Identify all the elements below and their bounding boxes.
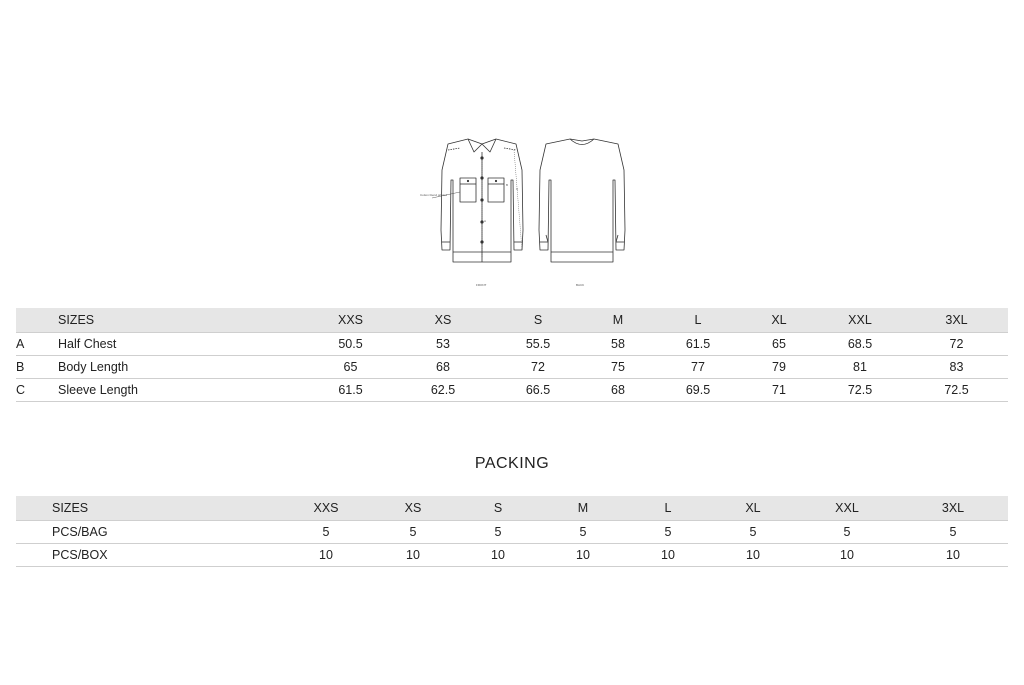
row-label: Body Length: [58, 360, 129, 374]
table-cell: 72.5: [847, 383, 873, 397]
dimension-letter-a: A: [484, 219, 487, 223]
table-cell: 69.5: [685, 383, 711, 397]
table-cell: 55.5: [525, 337, 551, 351]
table-cell: 5: [322, 525, 330, 539]
dimension-letter-c: C: [516, 187, 519, 191]
row-code: A: [16, 337, 25, 351]
packing-sizes-header-label: SIZES: [52, 501, 89, 515]
table-cell: 68: [611, 383, 625, 397]
table-cell: 72: [531, 360, 545, 374]
header-code-cell: [16, 308, 58, 333]
callout-text: Cotton blend printed: [420, 193, 448, 197]
table-cell: 10: [946, 548, 960, 562]
back-label: BACK: [576, 283, 585, 287]
shirt-front-drawing: [432, 139, 523, 262]
sizes-header-label: SIZES: [58, 313, 95, 327]
size-header-m: M: [612, 313, 624, 327]
table-cell: 50.5: [338, 337, 363, 351]
row-label: PCS/BOX: [52, 548, 108, 562]
size-chart-table: [16, 308, 1008, 402]
table-cell: 58: [611, 337, 625, 351]
table-row: [16, 379, 1008, 402]
table-cell: 10: [576, 548, 590, 562]
size-header-xl: XL: [771, 313, 787, 327]
table-cell: 65: [343, 360, 358, 374]
table-row: [16, 356, 1008, 379]
table-cell: 83: [949, 360, 964, 374]
table-cell: 71: [772, 383, 786, 397]
packing-table: [16, 496, 1008, 567]
size-header-xs: XS: [434, 313, 452, 327]
row-spacer: [16, 521, 52, 544]
table-cell: 62.5: [430, 383, 456, 397]
size-header-xxs: XXS: [337, 313, 363, 327]
table-cell: 5: [579, 525, 587, 539]
packing-size-header-xs: XS: [404, 501, 422, 515]
size-header-xxl: XXL: [848, 313, 872, 327]
table-cell: 10: [746, 548, 760, 562]
row-label: PCS/BAG: [52, 525, 108, 539]
front-label: FRONT: [476, 283, 487, 287]
table-cell: 10: [840, 548, 854, 562]
packing-size-header-xxl: XXL: [835, 501, 859, 515]
size-header-s: S: [533, 313, 543, 327]
table-cell: 53: [436, 337, 450, 351]
row-code: C: [16, 383, 26, 397]
table-cell: 77: [691, 360, 705, 374]
packing-size-header-xxs: XXS: [313, 501, 339, 515]
table-row: [16, 333, 1008, 356]
packing-size-header-m: M: [577, 501, 589, 515]
table-cell: 10: [319, 548, 333, 562]
table-cell: 5: [949, 525, 957, 539]
row-code: B: [16, 360, 25, 374]
table-row: [16, 521, 1008, 544]
table-cell: 61.5: [685, 337, 711, 351]
size-chart-header-row: [16, 308, 1008, 333]
table-cell: 81: [853, 360, 867, 374]
table-cell: 79: [772, 360, 786, 374]
table-cell: 68: [436, 360, 450, 374]
table-cell: 10: [491, 548, 505, 562]
packing-size-header-l: L: [664, 501, 672, 515]
table-cell: 5: [749, 525, 757, 539]
table-cell: 10: [406, 548, 420, 562]
packing-size-header-3xl: 3XL: [941, 501, 965, 515]
table-cell: 61.5: [338, 383, 363, 397]
table-cell: 5: [494, 525, 502, 539]
packing-header-row: [16, 496, 1008, 521]
table-row: [16, 544, 1008, 567]
packing-title: PACKING: [474, 455, 550, 472]
header-spacer-cell: [16, 496, 52, 521]
table-cell: 72.5: [944, 383, 969, 397]
packing-size-header-xl: XL: [745, 501, 761, 515]
row-label: Sleeve Length: [58, 383, 138, 397]
table-cell: 65: [772, 337, 786, 351]
row-spacer: [16, 544, 52, 567]
size-header-l: L: [694, 313, 702, 327]
table-cell: 68.5: [847, 337, 873, 351]
shirt-back-drawing: [539, 139, 625, 262]
table-cell: 72: [949, 337, 964, 351]
table-cell: 5: [409, 525, 417, 539]
shirt-illustration: [410, 130, 630, 295]
table-cell: 66.5: [525, 383, 551, 397]
dimension-letter-b: B: [506, 183, 509, 187]
size-header-3xl: 3XL: [945, 313, 968, 327]
table-cell: 5: [843, 525, 851, 539]
packing-size-header-s: S: [493, 501, 503, 515]
table-cell: 10: [661, 548, 675, 562]
table-cell: 75: [611, 360, 625, 374]
row-label: Half Chest: [58, 337, 117, 351]
table-cell: 5: [664, 525, 672, 539]
